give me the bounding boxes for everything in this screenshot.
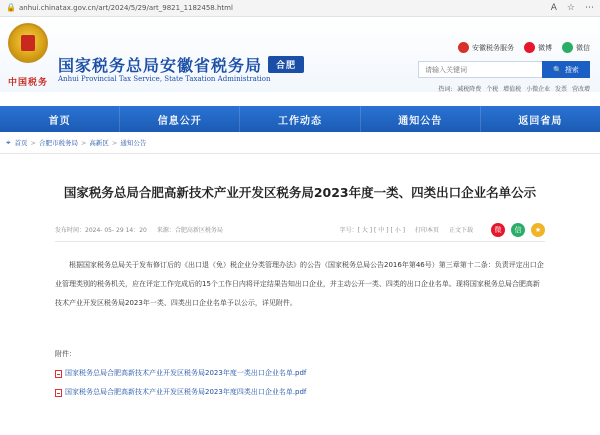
attachment-name: 国家税务总局合肥高新技术产业开发区税务局2023年度四类出口企业名单.pdf xyxy=(65,388,307,396)
top-link-service[interactable] xyxy=(458,42,514,53)
print-link[interactable]: 打印本页 xyxy=(414,227,439,234)
service-icon xyxy=(458,42,469,53)
nav-item-home[interactable]: 首页 xyxy=(0,106,120,132)
breadcrumb-separator: > xyxy=(80,138,87,147)
top-link-weibo[interactable] xyxy=(524,42,552,53)
attachment-link[interactable] xyxy=(55,386,545,399)
breadcrumb-separator: > xyxy=(30,138,36,147)
browser-address-bar[interactable] xyxy=(0,0,600,17)
slogan: 中国税务 xyxy=(8,78,49,88)
breadcrumb-item[interactable]: 通知公告 xyxy=(120,139,147,147)
weibo-share-icon[interactable]: 微 xyxy=(491,223,505,237)
lock-icon: 🔒 xyxy=(6,3,16,12)
pdf-icon xyxy=(55,370,62,378)
share-icons xyxy=(491,223,545,237)
download-link[interactable]: 正文下载 xyxy=(448,227,473,234)
wechat-icon xyxy=(562,42,573,53)
article-meta xyxy=(55,218,545,242)
top-link-label: 微信 xyxy=(576,43,590,52)
search-icon: 🔍 xyxy=(553,65,562,74)
attachments-label: 附件： xyxy=(55,350,76,358)
tax-emblem-logo[interactable] xyxy=(8,23,48,63)
hot-word[interactable]: 增值税 xyxy=(503,86,522,93)
search-input[interactable] xyxy=(418,61,542,78)
favorite-icon[interactable]: ☆ xyxy=(566,3,575,13)
hot-word[interactable]: 减税降费 xyxy=(457,86,482,93)
url-text[interactable]: anhui.chinatax.gov.cn/art/2024/5/29/art_9821_1182458.html xyxy=(19,4,233,12)
site-header xyxy=(0,17,600,92)
main-nav xyxy=(0,106,600,132)
favorite-share-icon[interactable]: ★ xyxy=(531,223,545,237)
breadcrumb-item[interactable]: 首页 xyxy=(14,139,28,147)
top-link-label: 安徽税务服务 xyxy=(472,43,514,52)
article-body: 根据国家税务总局关于发布修订后的《出口退（免）税企业分类管理办法》的公告（国家税务总局公告2016年第46号）第三章第十二条：负责评定出口企业管理类别的税务机关，应在评定工作完成后的15个工作日内将评定结果告知出口企业，并主动公开一类、四类的出口企业名单。现将国家税务总局合肥高新技术产业开发区税务局2023年一类、四类出口企业名单予以公示，详见附件。 xyxy=(55,261,544,307)
breadcrumb-item[interactable]: 高新区 xyxy=(89,139,109,147)
browser-actions xyxy=(551,3,594,13)
font-size-selector[interactable]: 字号：[ 大 ] [ 中 ] [ 小 ] xyxy=(339,227,405,234)
wechat-share-icon[interactable]: 信 xyxy=(511,223,525,237)
site-title-text: 国家税务总局安徽省税务局 xyxy=(58,56,263,75)
pdf-icon xyxy=(55,389,62,397)
breadcrumb-separator: > xyxy=(111,138,118,147)
search-button-label: 搜索 xyxy=(564,65,579,74)
top-link-label: 微博 xyxy=(538,43,552,52)
hot-word[interactable]: 营改增 xyxy=(571,86,590,93)
site-subtitle: Anhui Provincial Tax Service, State Taxation Administration xyxy=(58,75,271,83)
hot-word[interactable]: 个税 xyxy=(486,86,499,93)
city-badge: 合肥 xyxy=(268,56,304,73)
attachment-link[interactable] xyxy=(55,367,545,380)
nav-item-info[interactable]: 信息公开 xyxy=(120,106,240,132)
site-title[interactable] xyxy=(58,53,304,76)
top-links xyxy=(458,42,590,53)
article-source: 来源：合肥高新区税务局 xyxy=(156,227,223,234)
nav-item-back[interactable]: 返回省局 xyxy=(518,115,563,127)
top-link-wechat[interactable] xyxy=(562,42,590,53)
nav-item-notices[interactable]: 通知公告 xyxy=(361,106,481,132)
article-title: 国家税务总局合肥高新技术产业开发区税务局2023年度一类、四类出口企业名单公示 xyxy=(63,185,537,200)
article xyxy=(0,182,600,399)
menu-icon[interactable]: ⋯ xyxy=(585,3,594,13)
breadcrumb-item[interactable]: 合肥市税务局 xyxy=(38,139,78,147)
hot-words-label: 热词: xyxy=(438,86,453,93)
location-pin-icon: ⌖ xyxy=(6,137,11,147)
hot-word[interactable]: 发票 xyxy=(555,86,568,93)
publish-time: 发布时间：2024- 05- 29 14：20 xyxy=(55,227,147,234)
breadcrumb xyxy=(0,132,600,154)
hot-words xyxy=(435,84,590,93)
search-button[interactable] xyxy=(542,61,590,78)
search-box xyxy=(418,61,590,78)
read-aloud-icon[interactable]: A xyxy=(550,3,557,13)
hot-word[interactable]: 小微企业 xyxy=(526,86,551,93)
nav-item-news[interactable]: 工作动态 xyxy=(240,106,360,132)
attachment-name: 国家税务总局合肥高新技术产业开发区税务局2023年度一类出口企业名单.pdf xyxy=(65,369,307,377)
weibo-icon xyxy=(524,42,535,53)
